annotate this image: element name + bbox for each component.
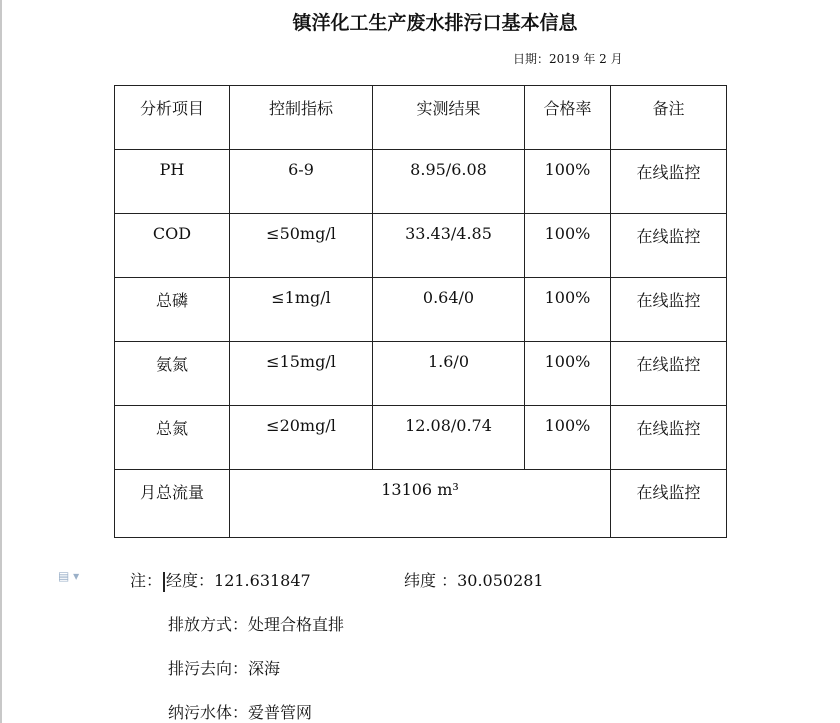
- document-title: 镇洋化工生产废水排污口基本信息: [292, 12, 578, 34]
- table-row: [115, 278, 727, 342]
- table-cell: ≤1mg/l: [230, 278, 373, 342]
- table-cell: COD: [115, 214, 230, 278]
- flow-value-cell: 13106 m³: [230, 470, 611, 538]
- flow-row: [115, 470, 727, 538]
- longitude: 经度：121.631847: [166, 571, 311, 590]
- note-prefix: 注：: [130, 571, 163, 590]
- coordinates-note: [130, 568, 311, 592]
- document-date: 日期：2019 年 2 月: [513, 52, 623, 66]
- paragraph-options-icon[interactable]: ▤ ▾: [58, 569, 80, 583]
- table-cell: 100%: [525, 342, 611, 406]
- table-cell: 氨氮: [115, 342, 230, 406]
- discharge-method: 排放方式：处理合格直排: [168, 615, 345, 634]
- table-row: [115, 342, 727, 406]
- table-cell: 8.95/6.08: [373, 150, 525, 214]
- text-cursor: [163, 572, 165, 592]
- table-cell: 在线监控: [611, 150, 727, 214]
- table-cell: 100%: [525, 406, 611, 470]
- page-edge: [0, 0, 2, 723]
- header-cell: 实测结果: [373, 86, 525, 150]
- table-cell: 100%: [525, 214, 611, 278]
- table-cell: 33.43/4.85: [373, 214, 525, 278]
- table-cell: 12.08/0.74: [373, 406, 525, 470]
- header-cell: 备注: [611, 86, 727, 150]
- table-row: [115, 150, 727, 214]
- table-cell: 在线监控: [611, 342, 727, 406]
- table-cell: PH: [115, 150, 230, 214]
- table-cell: 0.64/0: [373, 278, 525, 342]
- table-cell: 100%: [525, 278, 611, 342]
- discharge-destination: 排污去向：深海: [168, 659, 281, 678]
- table-cell: 在线监控: [611, 214, 727, 278]
- table-cell: 6-9: [230, 150, 373, 214]
- receiving-water: 纳污水体：爱普管网: [168, 703, 313, 722]
- table-header-row: [115, 86, 727, 150]
- header-cell: 分析项目: [115, 86, 230, 150]
- flow-label-cell: 月总流量: [115, 470, 230, 538]
- latitude: 纬度 ：30.050281: [404, 571, 544, 590]
- table-cell: 在线监控: [611, 278, 727, 342]
- table-cell: ≤50mg/l: [230, 214, 373, 278]
- header-cell: 控制指标: [230, 86, 373, 150]
- flow-remark-cell: 在线监控: [611, 470, 727, 538]
- table-row: [115, 214, 727, 278]
- table-cell: ≤15mg/l: [230, 342, 373, 406]
- water-quality-table: [114, 85, 727, 538]
- table-cell: 总氮: [115, 406, 230, 470]
- table-row: [115, 406, 727, 470]
- table-cell: 1.6/0: [373, 342, 525, 406]
- table-cell: 总磷: [115, 278, 230, 342]
- table-cell: ≤20mg/l: [230, 406, 373, 470]
- header-cell: 合格率: [525, 86, 611, 150]
- table-cell: 在线监控: [611, 406, 727, 470]
- table-cell: 100%: [525, 150, 611, 214]
